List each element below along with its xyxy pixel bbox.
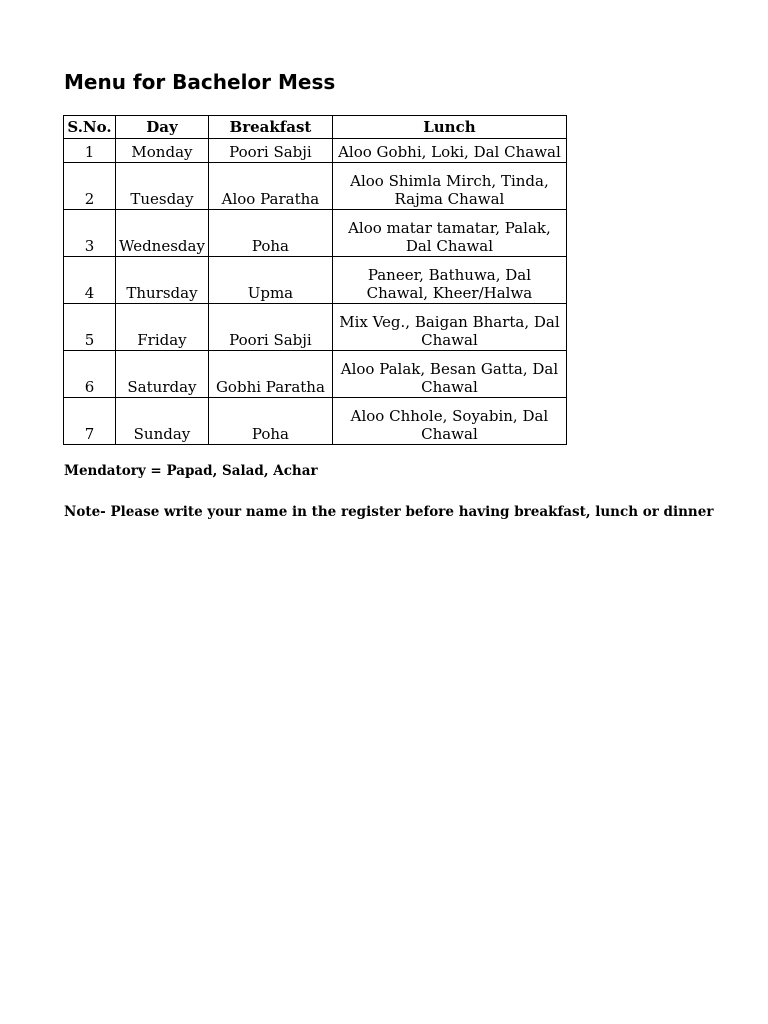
cell-day: Thursday — [116, 257, 209, 304]
cell-lunch — [332, 163, 566, 210]
page-title: Menu for Bachelor Mess — [64, 70, 336, 94]
register-note: Note- Please write your name in the register before having breakfast, lunch or dinner — [64, 504, 714, 520]
cell-day: Monday — [116, 139, 209, 163]
cell-lunch — [332, 351, 566, 398]
table-row — [64, 304, 567, 351]
cell-day: Friday — [116, 304, 209, 351]
cell-day: Sunday — [116, 398, 209, 445]
table-row — [64, 163, 567, 210]
cell-sno: 1 — [64, 139, 116, 163]
cell-sno: 3 — [64, 210, 116, 257]
table-row — [64, 257, 567, 304]
cell-sno: 5 — [64, 304, 116, 351]
header-day: Day — [116, 116, 209, 139]
lunch-text: Mix Veg., Baigan Bharta, Dal Chawal — [339, 313, 560, 349]
cell-day: Tuesday — [116, 163, 209, 210]
menu-table — [63, 115, 567, 445]
header-sno: S.No. — [64, 116, 116, 139]
lunch-text: Aloo Gobhi, Loki, Dal Chawal — [338, 143, 561, 161]
cell-lunch — [332, 398, 566, 445]
cell-lunch — [332, 210, 566, 257]
cell-day: Wednesday — [116, 210, 209, 257]
table-header-row — [64, 116, 567, 139]
cell-sno: 6 — [64, 351, 116, 398]
cell-lunch — [332, 139, 566, 163]
cell-lunch — [332, 257, 566, 304]
cell-sno: 7 — [64, 398, 116, 445]
lunch-text: Paneer, Bathuwa, Dal Chawal, Kheer/Halwa — [366, 266, 533, 302]
lunch-text: Aloo Chhole, Soyabin, Dal Chawal — [350, 407, 549, 443]
header-lunch: Lunch — [332, 116, 566, 139]
cell-sno: 2 — [64, 163, 116, 210]
lunch-text: Aloo matar tamatar, Palak, Dal Chawal — [348, 219, 551, 255]
cell-breakfast: Aloo Paratha — [208, 163, 332, 210]
cell-sno: 4 — [64, 257, 116, 304]
mandatory-items-note: Mendatory = Papad, Salad, Achar — [64, 463, 318, 479]
cell-breakfast: Poori Sabji — [208, 139, 332, 163]
cell-breakfast: Poha — [208, 210, 332, 257]
cell-breakfast: Poha — [208, 398, 332, 445]
header-breakfast: Breakfast — [208, 116, 332, 139]
cell-breakfast: Poori Sabji — [208, 304, 332, 351]
table-row — [64, 139, 567, 163]
cell-lunch — [332, 304, 566, 351]
lunch-text: Aloo Palak, Besan Gatta, Dal Chawal — [340, 360, 559, 396]
lunch-text: Aloo Shimla Mirch, Tinda, Rajma Chawal — [350, 172, 549, 208]
table-row — [64, 210, 567, 257]
cell-breakfast: Upma — [208, 257, 332, 304]
cell-day: Saturday — [116, 351, 209, 398]
table-row — [64, 351, 567, 398]
table-row — [64, 398, 567, 445]
cell-breakfast: Gobhi Paratha — [208, 351, 332, 398]
